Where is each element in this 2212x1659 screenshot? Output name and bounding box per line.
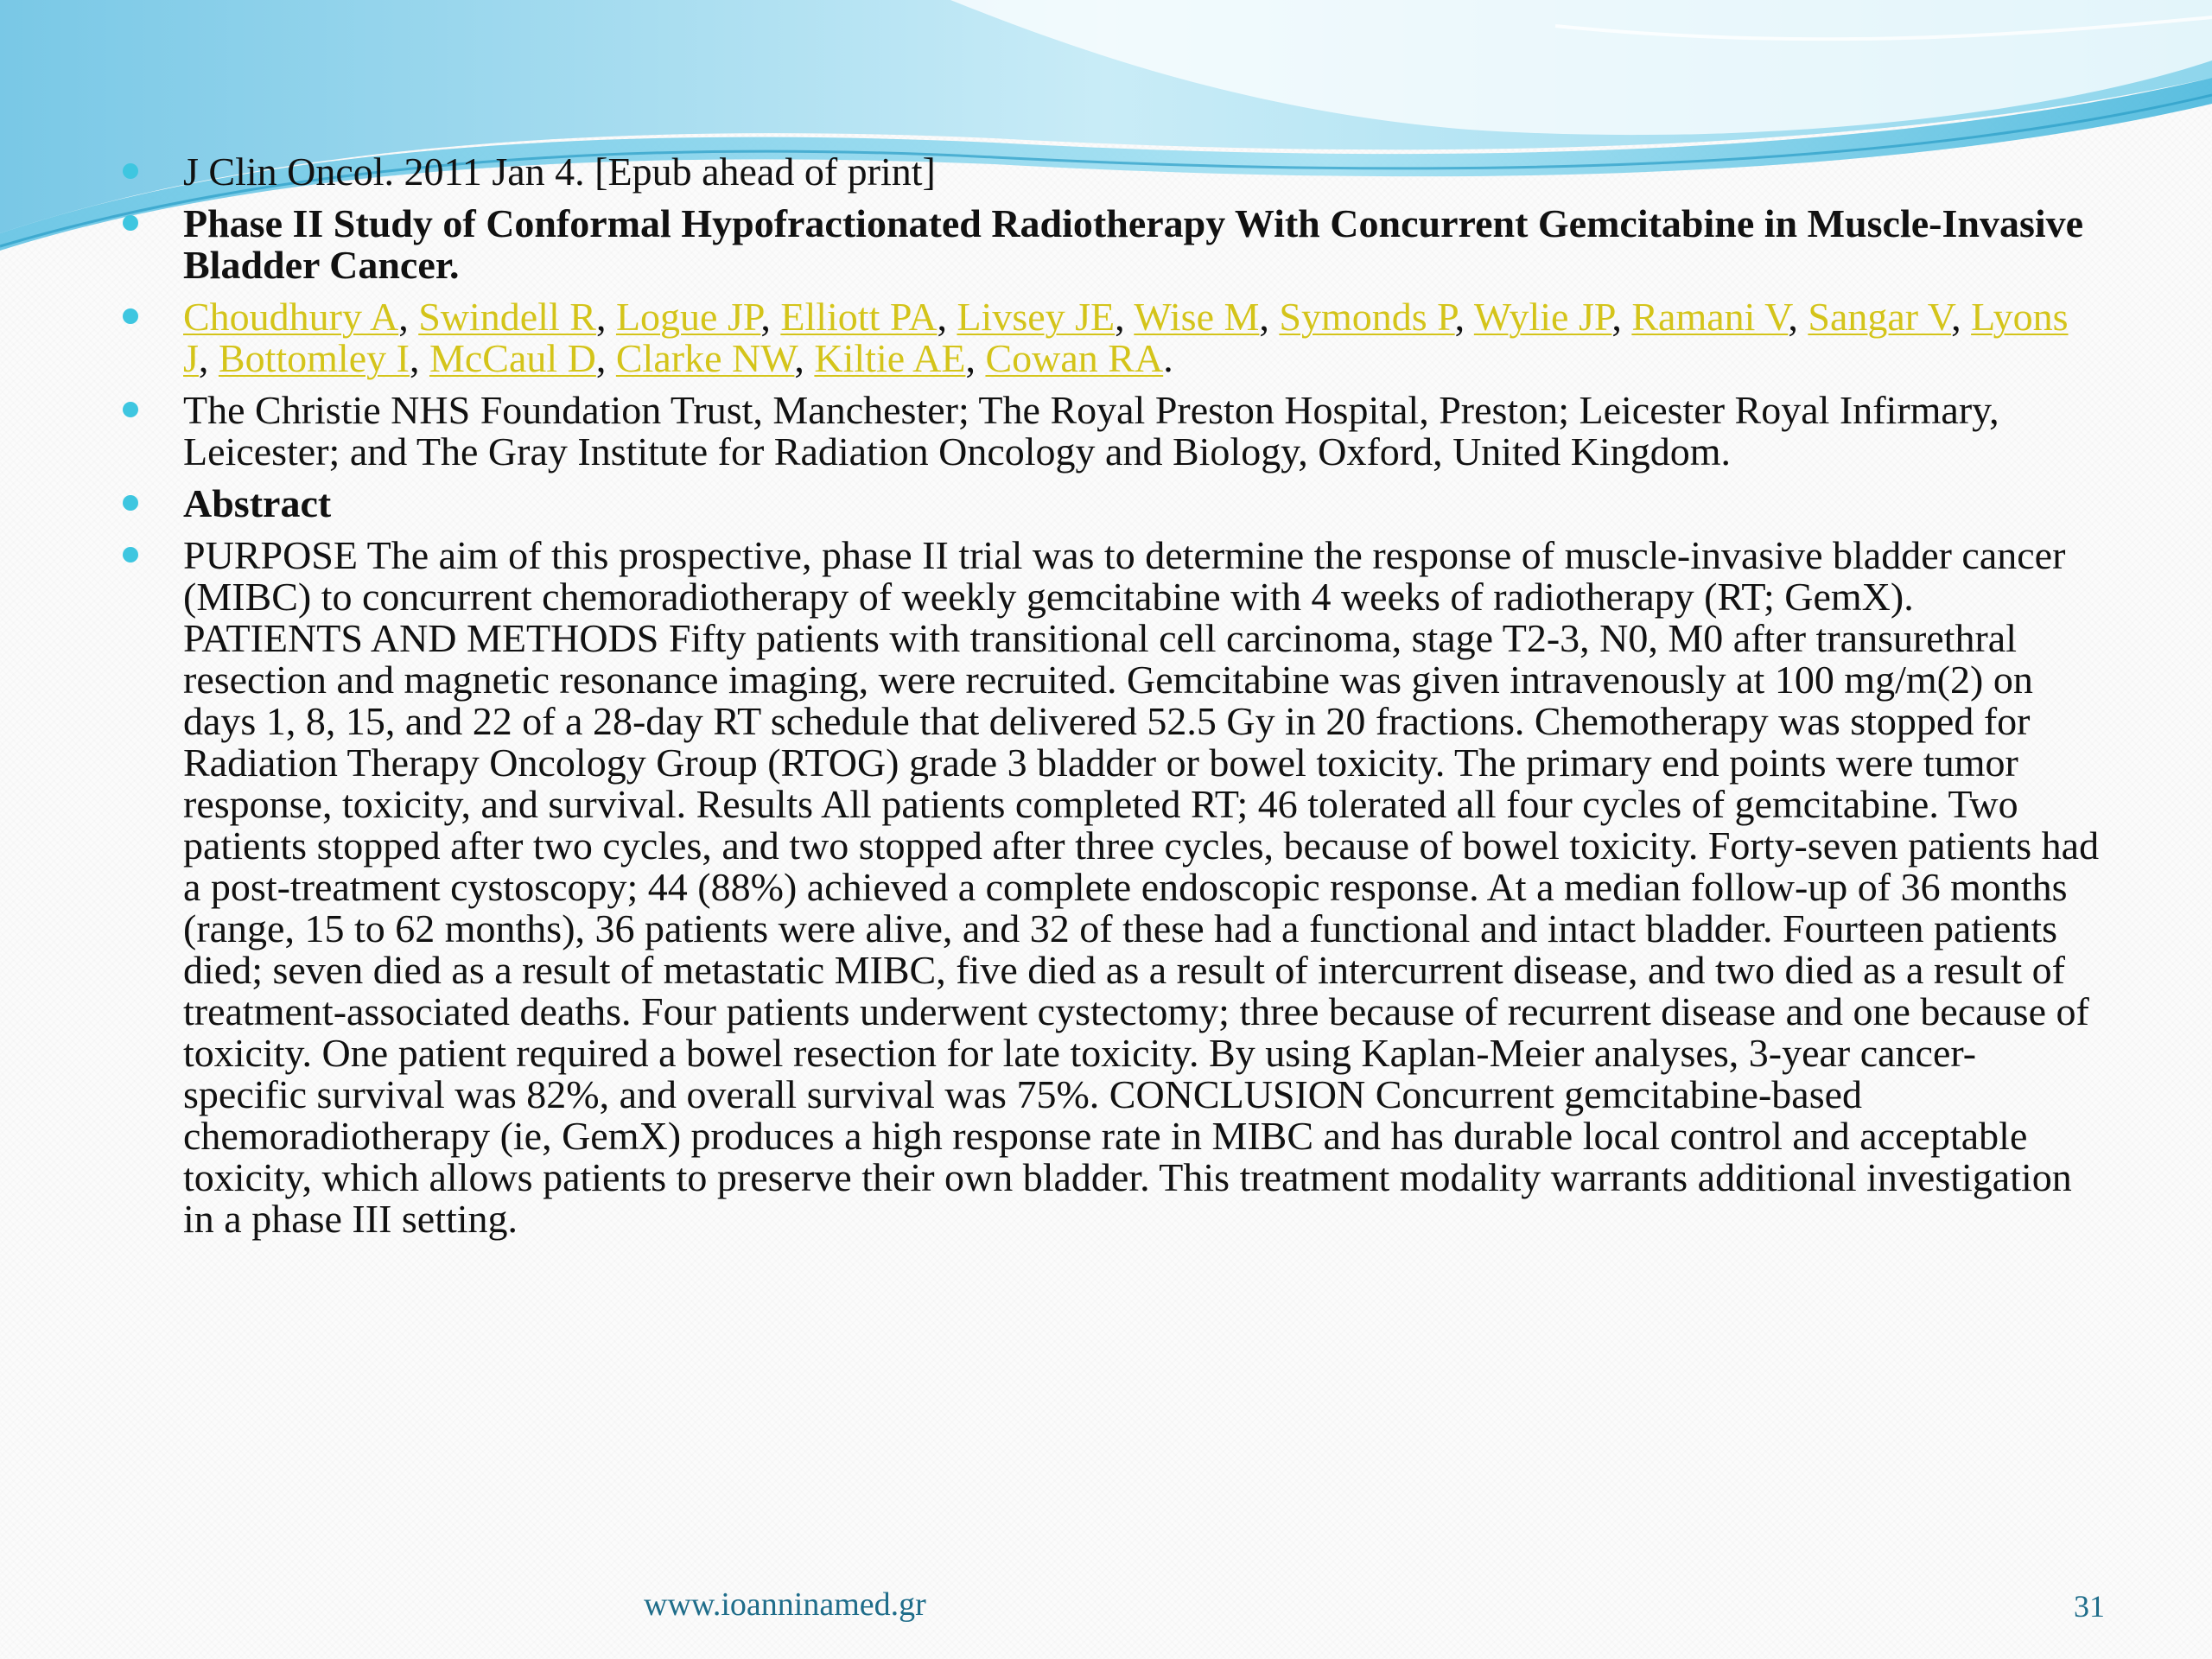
abstract-body bbox=[112, 535, 2100, 1240]
author-list bbox=[112, 296, 2100, 379]
author-link[interactable]: Livsey JE bbox=[957, 295, 1116, 339]
author-separator: , bbox=[965, 336, 986, 380]
author-separator: , bbox=[794, 336, 815, 380]
author-link[interactable]: Ramani V bbox=[1631, 295, 1789, 339]
author-link[interactable]: Symonds P bbox=[1279, 295, 1455, 339]
author-separator: , bbox=[1259, 295, 1280, 339]
bullet-icon bbox=[123, 215, 138, 231]
author-separator: , bbox=[1115, 295, 1135, 339]
slide-content bbox=[112, 151, 2100, 1250]
affiliation-text: The Christie NHS Foundation Trust, Manchester; The Royal Preston Hospital, Preston; Leicester Royal Infirmary, Leicester; and The Gray Institute for Radiation Oncology and Biology, Oxford, United Kingdom. bbox=[183, 388, 1999, 474]
abstract-body-text: PURPOSE The aim of this prospective, phase II trial was to determine the response of muscle-invasive bladder cancer (MIBC) to concurrent chemoradiotherapy of weekly gemcitabine with 4 weeks of radiotherapy (RT; GemX). PATIENTS AND METHODS Fifty patients with transitional cell carcinoma, stage T2-3, N0, M0 after transurethral resection and magnetic resonance imaging, were recruited. Gemcitabine was given intravenously at 100 mg/m(2) on days 1, 8, 15, and 22 of a 28-day RT schedule that delivered 52.5 Gy in 20 fractions. Chemotherapy was stopped for Radiation Therapy Oncology Group (RTOG) grade 3 bladder or bowel toxicity. The primary end points were tumor response, toxicity, and survival. Results All patients completed RT; 46 tolerated all four cycles of gemcitabine. Two patients stopped after two cycles, and two stopped after three cycles, because of bowel toxicity. Forty-seven patients had a post-treatment cystoscopy; 44 (88%) achieved a complete endoscopic response. At a median follow-up of 36 months (range, 15 to 62 months), 36 patients were alive, and 32 of these had a functional and intact bladder. Fourteen patients died; seven died as a result of metastatic MIBC, five died as a result of intercurrent disease, and two died as a result of treatment-associated deaths. Four patients underwent cystectomy; three because of recurrent disease and one because of toxicity. One patient required a bowel resection for late toxicity. By using Kaplan-Meier analyses, 3-year cancer-specific survival was 82%, and overall survival was 75%. CONCLUSION Concurrent gemcitabine-based chemoradiotherapy (ie, GemX) produces a high response rate in MIBC and has durable local control and acceptable toxicity, which allows patients to preserve their own bladder. This treatment modality warrants additional investigation in a phase III setting. bbox=[183, 533, 2100, 1241]
author-separator: , bbox=[1611, 295, 1632, 339]
article-title bbox=[112, 203, 2100, 286]
bullet-icon bbox=[123, 495, 138, 511]
author-end-period: . bbox=[1163, 336, 1173, 380]
author-link[interactable]: Elliott PA bbox=[780, 295, 938, 339]
author-link[interactable]: Choudhury A bbox=[183, 295, 399, 339]
author-separator: , bbox=[595, 295, 616, 339]
author-separator: , bbox=[760, 295, 781, 339]
author-separator: , bbox=[398, 295, 419, 339]
bullet-icon bbox=[123, 308, 138, 324]
author-link[interactable]: Bottomley I bbox=[218, 336, 410, 380]
bullet-icon bbox=[123, 547, 138, 563]
author-separator: , bbox=[1951, 295, 1972, 339]
author-link[interactable]: Sangar V bbox=[1808, 295, 1952, 339]
author-link[interactable]: Logue JP bbox=[615, 295, 761, 339]
author-link[interactable]: Wylie JP bbox=[1473, 295, 1612, 339]
bullet-list bbox=[112, 151, 2100, 1240]
bullet-icon bbox=[123, 402, 138, 417]
author-separator: , bbox=[1788, 295, 1808, 339]
author-separator: , bbox=[595, 336, 616, 380]
page-number: 31 bbox=[2074, 1589, 2105, 1624]
author-link[interactable]: Swindell R bbox=[418, 295, 596, 339]
affiliation bbox=[112, 390, 2100, 473]
author-link[interactable]: Lyons J bbox=[183, 295, 2069, 380]
author-separator: , bbox=[937, 295, 957, 339]
abstract-heading bbox=[112, 483, 2100, 524]
journal-citation bbox=[112, 151, 2100, 193]
author-separator: , bbox=[1454, 295, 1474, 339]
abstract-heading-text: Abstract bbox=[183, 481, 332, 525]
author-separator: , bbox=[409, 336, 429, 380]
author-link[interactable]: Cowan RA bbox=[985, 336, 1164, 380]
journal-text: J Clin Oncol. 2011 Jan 4. [Epub ahead of print] bbox=[183, 149, 936, 194]
footer-url[interactable]: www.ioanninamed.gr bbox=[644, 1586, 926, 1623]
author-link[interactable]: Kiltie AE bbox=[814, 336, 966, 380]
author-separator: , bbox=[198, 336, 219, 380]
author-link[interactable]: Wise M bbox=[1134, 295, 1260, 339]
bullet-icon bbox=[123, 163, 138, 179]
author-link[interactable]: Clarke NW bbox=[615, 336, 795, 380]
author-link[interactable]: McCaul D bbox=[429, 336, 596, 380]
article-title-text: Phase II Study of Conformal Hypofractionated Radiotherapy With Concurrent Gemcitabine in Muscle-Invasive Bladder Cancer. bbox=[183, 201, 2084, 287]
